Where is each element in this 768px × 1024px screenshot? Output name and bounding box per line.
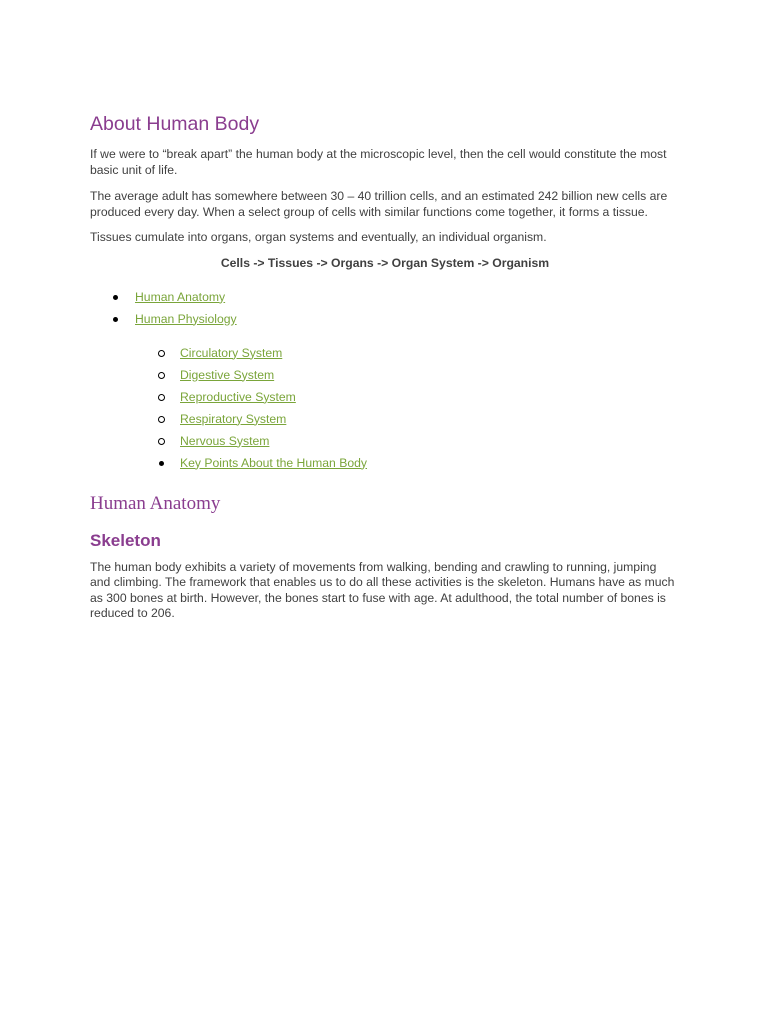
bullet-icon	[159, 461, 164, 466]
document-content	[90, 112, 680, 622]
toc-item	[90, 290, 680, 312]
toc-subitem	[90, 390, 680, 412]
circle-bullet-icon	[158, 350, 165, 357]
toc-subitem	[90, 368, 680, 390]
bullet-icon	[113, 295, 118, 300]
cells-paragraph: The average adult has somewhere between 30 – 40 trillion cells, and an estimated 242 billion new cells are produced every day. When a select group of cells with similar functions come together, it forms a tissue.	[90, 189, 668, 219]
link-nervous-system[interactable]: Nervous System	[180, 433, 270, 448]
section-heading-human-anatomy: Human Anatomy	[90, 492, 221, 514]
link-human-anatomy[interactable]: Human Anatomy	[135, 289, 226, 304]
circle-bullet-icon	[158, 416, 165, 423]
intro-paragraph: If we were to “break apart” the human body at the microscopic level, then the cell would constitute the most basic unit of life.	[90, 147, 667, 177]
skeleton-paragraph: The human body exhibits a variety of movements from walking, bending and crawling to running, jumping and climbing. The framework that enables us to do all these activities is the skeleton. Humans have as much as 300 bones at birth. However, the bones start to fuse with age. At adulthood, the total number of bones is reduced to 206.	[90, 559, 675, 620]
toc-item	[90, 312, 680, 334]
hierarchy-flow: Cells -> Tissues -> Organs -> Organ System -> Organism	[220, 255, 550, 270]
toc-subitem	[90, 434, 680, 456]
circle-bullet-icon	[158, 438, 165, 445]
toc-subitem	[90, 456, 680, 478]
subheading-skeleton: Skeleton	[90, 530, 161, 550]
page-title: About Human Body	[90, 113, 260, 135]
circle-bullet-icon	[158, 394, 165, 401]
link-digestive-system[interactable]: Digestive System	[180, 367, 275, 382]
toc-list	[90, 290, 680, 334]
bullet-icon	[113, 317, 118, 322]
toc-subitem	[90, 412, 680, 434]
tissues-paragraph: Tissues cumulate into organs, organ systems and eventually, an individual organism.	[90, 230, 547, 244]
link-human-physiology[interactable]: Human Physiology	[135, 311, 237, 326]
link-reproductive-system[interactable]: Reproductive System	[180, 389, 296, 404]
link-respiratory-system[interactable]: Respiratory System	[180, 411, 287, 426]
toc-sublist	[90, 346, 680, 478]
link-key-points[interactable]: Key Points About the Human Body	[180, 455, 367, 470]
circle-bullet-icon	[158, 372, 165, 379]
toc-subitem	[90, 346, 680, 368]
link-circulatory-system[interactable]: Circulatory System	[180, 345, 283, 360]
